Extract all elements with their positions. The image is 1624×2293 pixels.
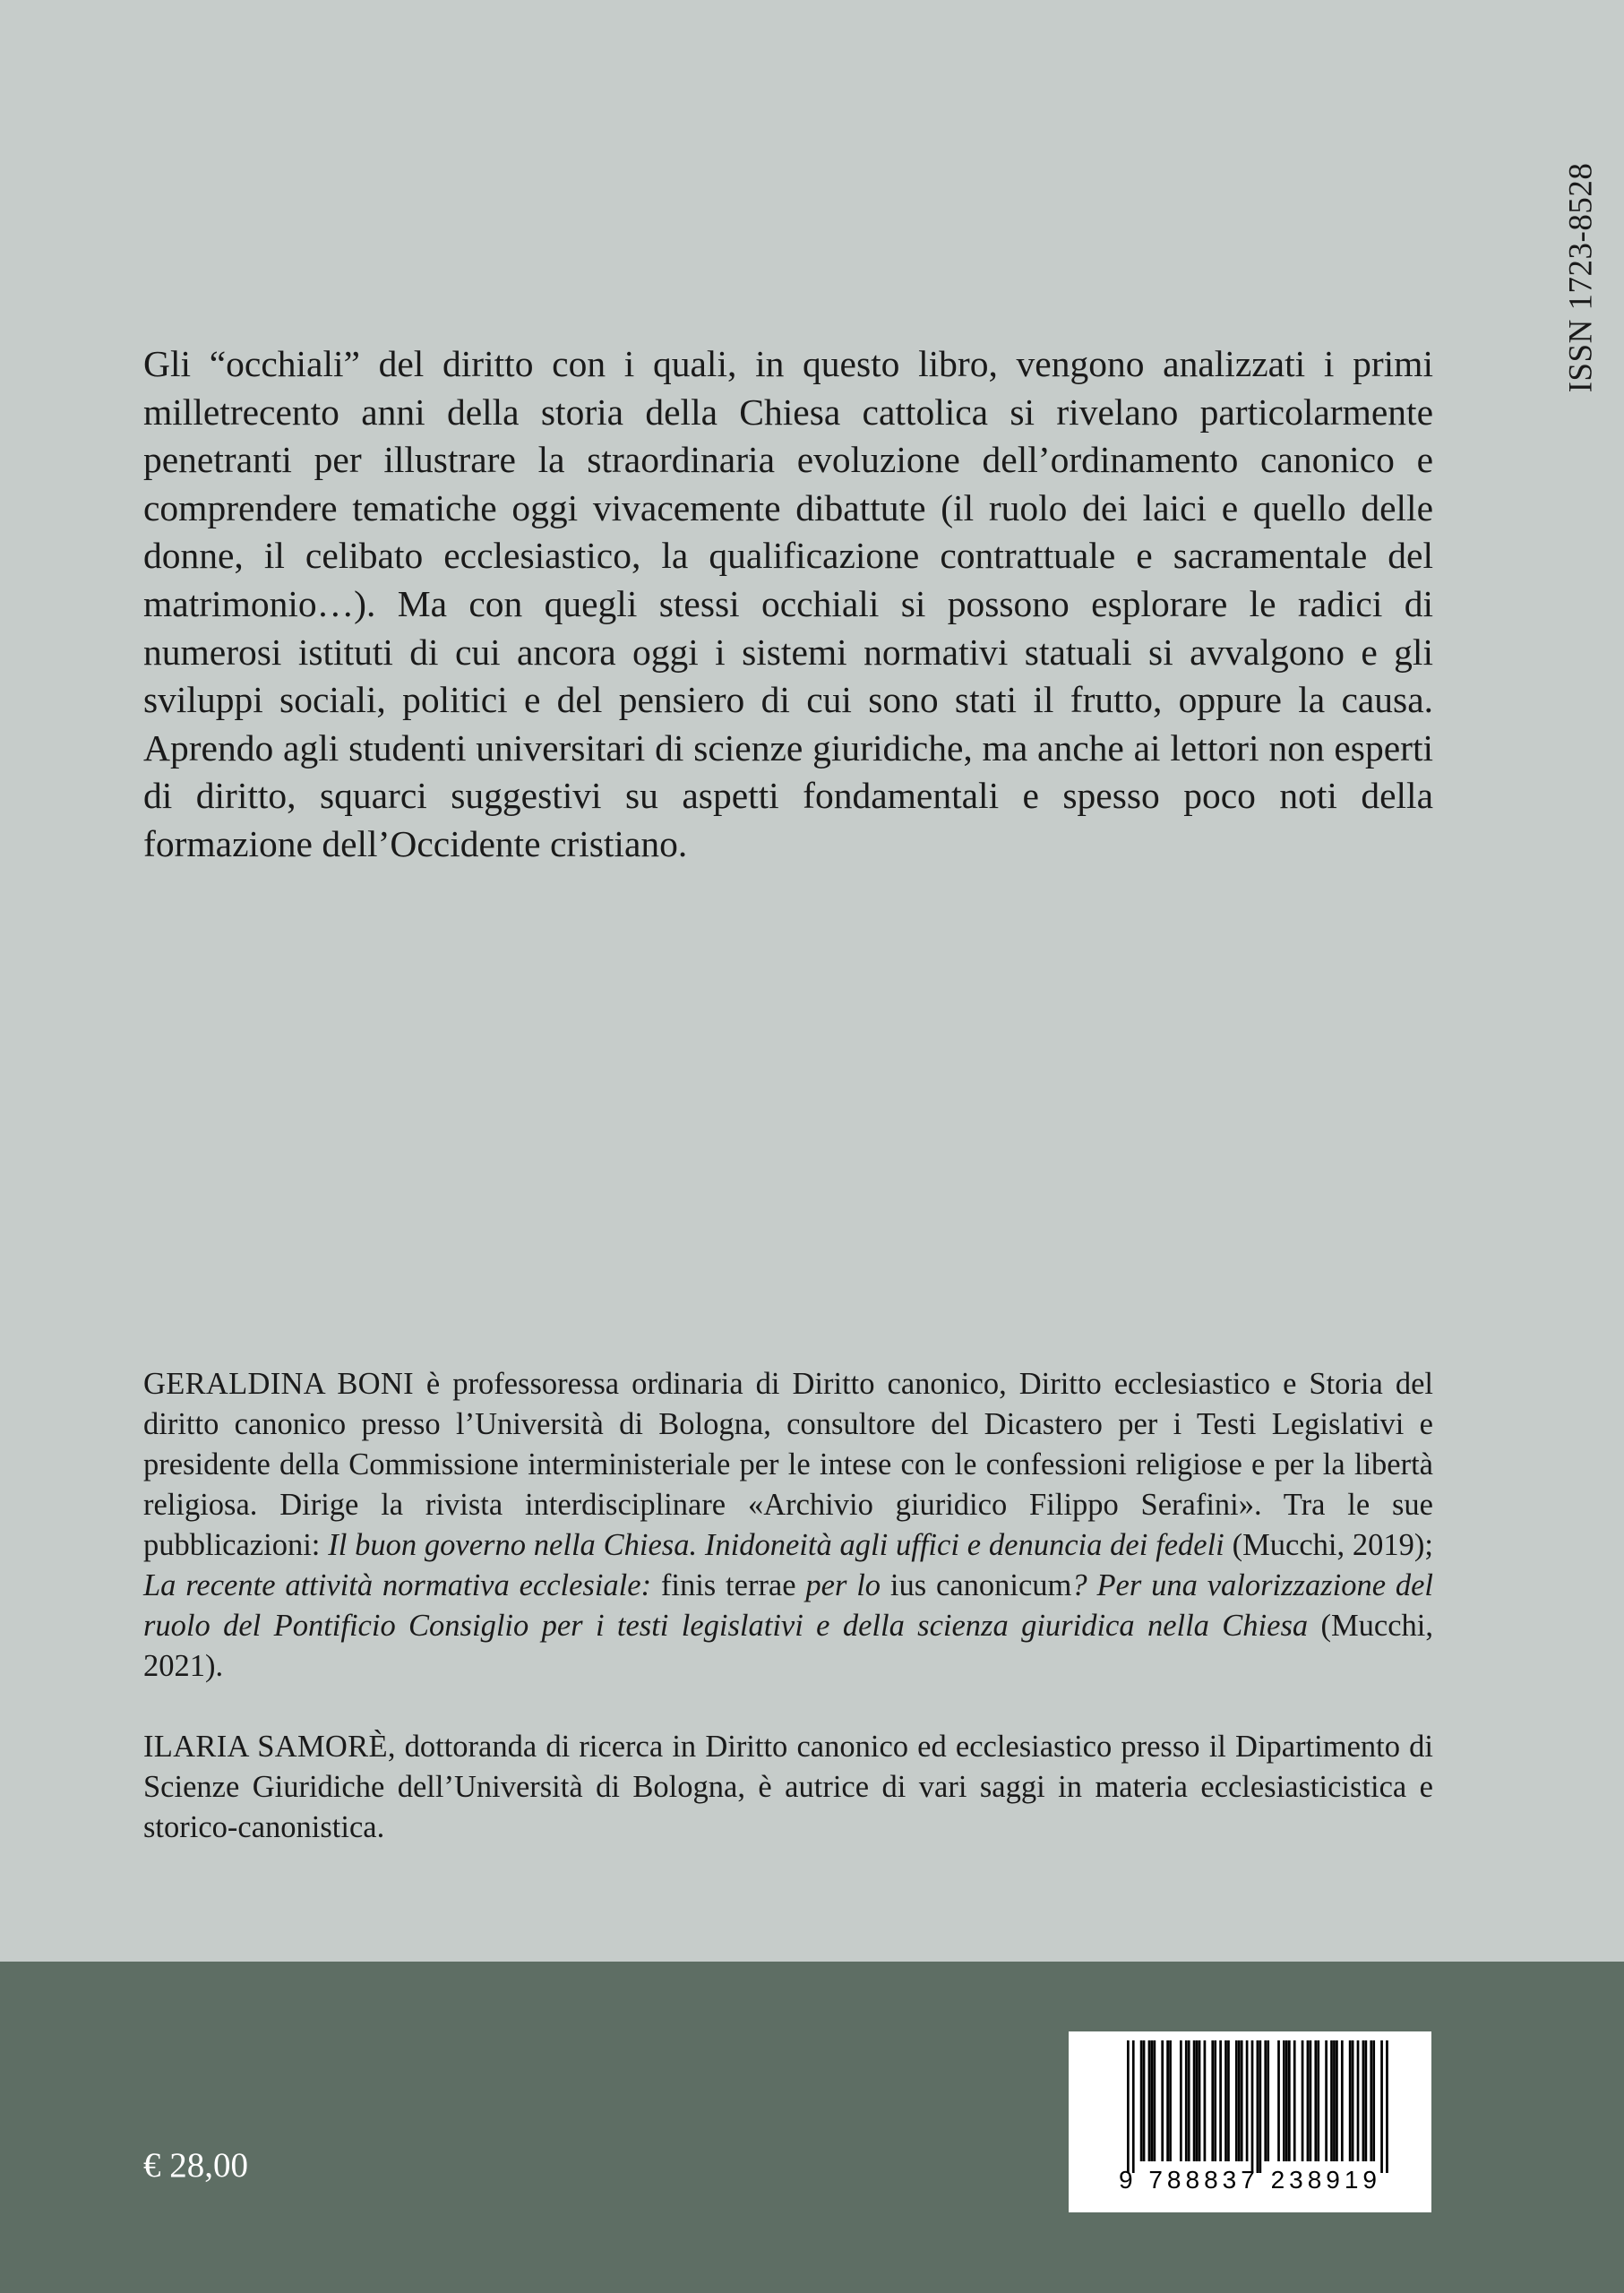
- barcode-number: 9 788837 238919: [1119, 2166, 1381, 2194]
- barcode-bar: [1188, 2040, 1190, 2161]
- barcode-bar: [1199, 2040, 1201, 2161]
- barcode-bar: [1288, 2040, 1291, 2161]
- barcode-bar: [1370, 2040, 1372, 2161]
- barcode-bar: [1307, 2040, 1310, 2161]
- bio-samore-text: , dottoranda di ricerca in Diritto canonico ed ecclesiastico presso il Dipartimento di Scienze Giuridiche dell’Università di Bologna, è autrice di vari saggi in materia ecclesiasticistica e storico-canonistica.: [143, 1730, 1433, 1844]
- barcode-bar: [1310, 2040, 1312, 2161]
- barcode-bar: [1238, 2040, 1241, 2161]
- bio-boni-text-3: (Mucchi, 2021).: [143, 1609, 1433, 1683]
- author-name-boni: GERALDINA BONI: [143, 1367, 414, 1401]
- price-label: € 28,00: [143, 2146, 248, 2185]
- barcode-bar: [1185, 2040, 1188, 2161]
- barcode-bar: [1365, 2040, 1368, 2161]
- barcode-bar: [1227, 2040, 1230, 2161]
- barcode-bar: [1336, 2040, 1338, 2161]
- bio-boni-title-2b: finis terrae: [660, 1568, 796, 1602]
- barcode-bar: [1140, 2040, 1143, 2161]
- bio-boni-title-1: Il buon governo nella Chiesa. Inidoneità agli uffici e denuncia dei fedeli: [328, 1528, 1224, 1562]
- barcode-bar: [1169, 2040, 1172, 2161]
- barcode-bar: [1224, 2040, 1227, 2161]
- barcode-bar: [1214, 2040, 1216, 2161]
- barcode-bar: [1362, 2040, 1365, 2161]
- bio-boni-title-2e: ? Per una valorizzazione del ruolo del Pontificio Consiglio per i testi legislativi e della scienza giuridica nella Chiesa: [143, 1568, 1434, 1643]
- barcode-bar: [1257, 2040, 1259, 2173]
- barcode-bar: [1314, 2040, 1317, 2161]
- author-bio-samore: [143, 1727, 1433, 1848]
- issn-text: ISSN 1723-8528: [1562, 162, 1600, 393]
- barcode-bar: [1154, 2040, 1156, 2161]
- barcode: [1069, 2031, 1431, 2212]
- barcode-bar: [1264, 2040, 1267, 2161]
- bio-boni-title-2d: ius canonicum: [889, 1568, 1072, 1602]
- barcode-bar: [1241, 2040, 1243, 2161]
- barcode-bar: [1325, 2040, 1328, 2161]
- barcode-bar: [1204, 2040, 1207, 2161]
- barcode-bar: [1317, 2040, 1319, 2161]
- barcode-bar: [1132, 2040, 1135, 2173]
- barcode-bar: [1380, 2040, 1383, 2173]
- bio-boni-text-2: (Mucchi, 2019);: [1224, 1528, 1434, 1562]
- barcode-bar: [1349, 2040, 1352, 2161]
- barcode-bar: [1166, 2040, 1169, 2161]
- barcode-bar: [1293, 2040, 1296, 2161]
- bio-boni-text-1: è professoressa ordinaria di Diritto canonico, Diritto ecclesiastico e Storia del diritto canonico presso l’Università di Bologna, consultore del Dicastero per i Testi Legislativi e presidente della Commissione interministeriale per le intese con le confessioni religiose e per la libertà religiosa. Dirige la rivista interdisciplinare «Archivio giuridico Filippo Serafini». Tra le sue pubblicazioni:: [143, 1367, 1433, 1562]
- barcode-bar: [1127, 2040, 1130, 2173]
- barcode-bar: [1283, 2040, 1285, 2161]
- barcode-bar: [1219, 2040, 1222, 2161]
- barcode-bar: [1386, 2040, 1388, 2173]
- bio-boni-title-2c: per lo: [795, 1568, 890, 1602]
- barcode-bar: [1161, 2040, 1164, 2161]
- barcode-bar: [1302, 2040, 1304, 2161]
- barcode-bar: [1235, 2040, 1238, 2161]
- barcode-bar: [1148, 2040, 1151, 2161]
- barcode-bar: [1277, 2040, 1280, 2161]
- barcode-bar: [1330, 2040, 1333, 2161]
- barcode-bar: [1246, 2040, 1249, 2161]
- barcode-bar: [1180, 2040, 1182, 2161]
- barcode-bar: [1143, 2040, 1146, 2161]
- barcode-bar: [1196, 2040, 1199, 2161]
- barcode-bar: [1259, 2040, 1262, 2173]
- author-name-samore: ILARIA SAMORÈ: [143, 1730, 388, 1764]
- barcode-bar: [1333, 2040, 1336, 2161]
- book-blurb: Gli “occhiali” del diritto con i quali, in questo libro, vengono analizzati i primi milletrecento anni della storia della Chiesa cattolica si rivelano particolarmente penetranti per illustrare la straordinaria evoluzione dell’ordinamento canonico e comprendere tematiche oggi vivacemente dibattute (il ruolo dei laici e quello delle donne, il celibato ecclesiastico, la qualificazione contrattuale e sacramentale del matrimonio…). Ma con quegli stessi occhiali si possono esplorare le radici di numerosi istituti di cui ancora oggi i sistemi normativi statuali si avvalgono e gli sviluppi sociali, politici e del pensiero di cui sono stati il frutto, oppure la causa. Aprendo agli studenti universitari di scienze giuridiche, ma anche ai lettori non esperti di diritto, squarci suggestivi su aspetti fondamentali e spesso poco noti della formazione dell’Occidente cristiano.: [143, 343, 1433, 864]
- barcode-bar: [1372, 2040, 1375, 2161]
- barcode-bar: [1357, 2040, 1360, 2161]
- barcode-bar: [1211, 2040, 1214, 2161]
- issn-label: [1563, 143, 1599, 412]
- barcode-bar: [1193, 2040, 1196, 2161]
- barcode-bar: [1285, 2040, 1288, 2161]
- barcode-bar: [1267, 2040, 1269, 2161]
- barcode-bar: [1151, 2040, 1154, 2161]
- barcode-bar: [1341, 2040, 1344, 2161]
- author-bio-boni: [143, 1364, 1433, 1687]
- bio-boni-title-2a: La recente attività normativa ecclesiale:: [143, 1568, 661, 1602]
- barcode-bar: [1352, 2040, 1354, 2161]
- barcode-bar: [1251, 2040, 1254, 2173]
